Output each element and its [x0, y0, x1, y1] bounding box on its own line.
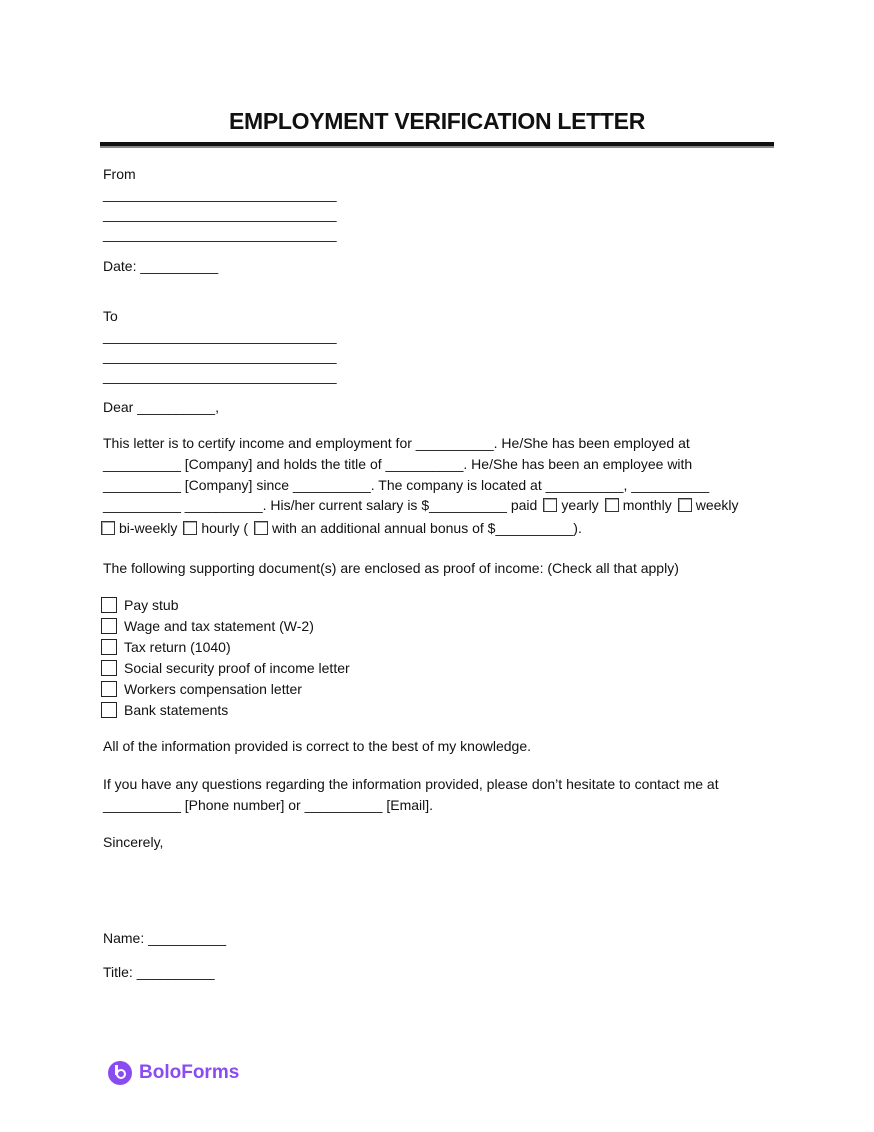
accuracy-statement: All of the information provided is correct to the best of my knowledge.: [103, 738, 531, 754]
closing: Sincerely,: [103, 834, 164, 850]
doc-checkbox-tax-return[interactable]: [101, 639, 117, 655]
document-title: EMPLOYMENT VERIFICATION LETTER: [228, 108, 646, 134]
para-line-1: This letter is to certify income and employment for __________. He/She has been employed at: [103, 435, 690, 451]
title-divider-shadow: [100, 146, 774, 148]
bonus-checkbox[interactable]: [254, 521, 268, 535]
doc-checkbox-w2[interactable]: [101, 618, 117, 634]
to-line-3[interactable]: ______________________________: [103, 368, 337, 384]
docs-intro: The following supporting document(s) are enclosed as proof of income: (Check all that apply): [103, 560, 679, 576]
doc-checkbox-workers-comp[interactable]: [101, 681, 117, 697]
contact-line-1: If you have any questions regarding the information provided, please don’t hesitate to contact me at: [103, 776, 719, 792]
doc-label: Pay stub: [124, 597, 179, 613]
from-line-2[interactable]: ______________________________: [103, 206, 337, 222]
boloforms-logo-icon: [108, 1061, 132, 1085]
bonus-label: with an additional annual bonus of $__________).: [272, 520, 582, 536]
para-line-5: [101, 520, 582, 536]
brand-name: BoloForms: [139, 1062, 240, 1083]
doc-label: Social security proof of income letter: [124, 660, 350, 676]
doc-checkbox-pay-stub[interactable]: [101, 597, 117, 613]
to-line-1[interactable]: ______________________________: [103, 328, 337, 344]
title-field[interactable]: Title: __________: [103, 964, 215, 980]
doc-label: Bank statements: [124, 702, 229, 718]
hourly-label: hourly (: [201, 520, 249, 536]
contact-line-2: __________ [Phone number] or __________ [Email].: [103, 797, 434, 813]
hourly-checkbox[interactable]: [183, 521, 197, 535]
monthly-checkbox[interactable]: [605, 498, 619, 512]
date-field[interactable]: Date: __________: [103, 258, 219, 274]
para-line-2: __________ [Company] and holds the title of __________. He/She has been an employee with: [103, 456, 693, 472]
boloforms-logo: [108, 1061, 239, 1085]
biweekly-label: bi-weekly: [119, 520, 178, 536]
para-line-4: [103, 497, 739, 513]
yearly-label: yearly: [561, 497, 599, 513]
doc-label: Tax return (1040): [124, 639, 231, 655]
to-label: To: [103, 308, 118, 324]
weekly-label: weekly: [695, 497, 739, 513]
doc-label: Wage and tax statement (W-2): [124, 618, 314, 634]
monthly-label: monthly: [622, 497, 672, 513]
to-line-2[interactable]: ______________________________: [103, 348, 337, 364]
doc-label: Workers compensation letter: [124, 681, 302, 697]
biweekly-checkbox[interactable]: [101, 521, 115, 535]
salutation: Dear __________,: [103, 399, 219, 415]
from-label: From: [103, 166, 136, 182]
from-line-1[interactable]: ______________________________: [103, 186, 337, 202]
weekly-checkbox[interactable]: [678, 498, 692, 512]
yearly-checkbox[interactable]: [543, 498, 557, 512]
salary-text: __________ __________. His/her current salary is $__________ paid: [103, 497, 538, 513]
doc-checkbox-bank-statements[interactable]: [101, 702, 117, 718]
from-line-3[interactable]: ______________________________: [103, 226, 337, 242]
name-field[interactable]: Name: __________: [103, 930, 226, 946]
para-line-3: __________ [Company] since __________. The company is located at __________, __________: [103, 477, 710, 493]
doc-checkbox-social-security[interactable]: [101, 660, 117, 676]
